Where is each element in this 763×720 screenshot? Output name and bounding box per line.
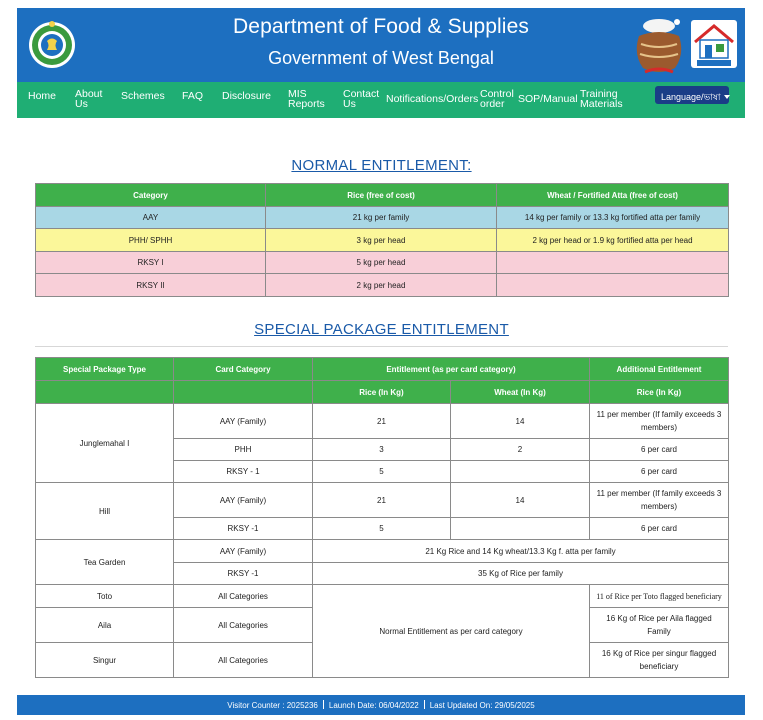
table-row: [36, 585, 729, 608]
table-row: [36, 404, 729, 439]
duare-ration-icon: [691, 20, 737, 68]
special-package-table: [35, 357, 729, 678]
additional-cell: 16 Kg of Rice per singur flagged beneficiary: [590, 643, 729, 678]
empty-header-cell: [36, 381, 174, 404]
card-category-cell: AAY (Family): [174, 540, 313, 563]
table-row: [36, 540, 729, 563]
rice-cell: 5 kg per head: [266, 252, 497, 274]
site-footer: [17, 695, 745, 715]
additional-cell: 6 per card: [590, 461, 729, 483]
additional-cell: 11 per member (If family exceeds 3 members): [590, 404, 729, 439]
card-category-cell: RKSY - 1: [174, 461, 313, 483]
rice-cell: 21 kg per family: [266, 207, 497, 229]
nav-faq[interactable]: FAQ: [182, 90, 204, 102]
normal-entitlement-table: [35, 183, 729, 297]
rice-cell: 21: [313, 404, 451, 439]
rice-cell: 5: [313, 461, 451, 483]
nav-notifications-orders[interactable]: Notifications/Orders: [386, 93, 479, 105]
khadya-sathi-pot-icon: [631, 14, 687, 78]
category-cell: RKSY II: [36, 274, 266, 297]
column-header: Category: [36, 184, 266, 207]
table-subheader-row: [36, 381, 729, 404]
column-header: Entitlement (as per card category): [313, 358, 590, 381]
wheat-cell: [497, 274, 729, 297]
additional-cell: 6 per card: [590, 518, 729, 540]
empty-header-cell: [174, 381, 313, 404]
category-cell: AAY: [36, 207, 266, 229]
package-name-cell: Aila: [36, 608, 174, 643]
package-name-cell: Hill: [36, 483, 174, 540]
wheat-cell: [497, 252, 729, 274]
card-category-cell: All Categories: [174, 608, 313, 643]
table-row: [36, 207, 729, 229]
wheat-cell: 14: [451, 404, 590, 439]
wheat-cell: 14 kg per family or 13.3 kg fortified atta per family: [497, 207, 729, 229]
site-subtitle: Government of West Bengal: [268, 48, 494, 68]
nav-contact-us[interactable]: Contact Us: [343, 88, 380, 110]
table-header-row: [36, 358, 729, 381]
entitlement-cell: 21 Kg Rice and 14 Kg wheat/13.3 Kg f. atta per family: [313, 540, 729, 563]
card-category-cell: AAY (Family): [174, 404, 313, 439]
category-cell: RKSY I: [36, 252, 266, 274]
package-name-cell: Junglemahal I: [36, 404, 174, 483]
card-category-cell: PHH: [174, 439, 313, 461]
site-title: Department of Food & Supplies: [233, 15, 529, 38]
caret-down-icon: [724, 95, 730, 99]
table-row: [36, 483, 729, 518]
site-header: [17, 8, 745, 82]
card-category-cell: All Categories: [174, 643, 313, 678]
nav-mis-reports[interactable]: MIS Reports: [288, 88, 325, 110]
column-header: Rice (In Kg): [313, 381, 451, 404]
package-name-cell: Singur: [36, 643, 174, 678]
section-divider: [35, 346, 728, 347]
rice-cell: 5: [313, 518, 451, 540]
column-header: Wheat (In Kg): [451, 381, 590, 404]
additional-cell: 6 per card: [590, 439, 729, 461]
main-nav: [17, 82, 745, 118]
nav-sop-manual[interactable]: SOP/Manual: [518, 93, 578, 105]
wheat-cell: 14: [451, 483, 590, 518]
rice-cell: 3: [313, 439, 451, 461]
last-updated: Last Updated On: 29/05/2025: [429, 701, 535, 710]
additional-cell: 16 Kg of Rice per Aila flagged Family: [590, 608, 729, 643]
card-category-cell: All Categories: [174, 585, 313, 608]
normal-entitlement-note-cell: Normal Entitlement as per card category: [313, 585, 590, 678]
table-header-row: [36, 184, 729, 207]
package-name-cell: Tea Garden: [36, 540, 174, 585]
column-header: Wheat / Fortified Atta (free of cost): [497, 184, 729, 207]
rice-cell: 2 kg per head: [266, 274, 497, 297]
normal-entitlement-heading: NORMAL ENTITLEMENT:: [291, 157, 472, 174]
category-cell: PHH/ SPHH: [36, 229, 266, 252]
wheat-cell: 2 kg per head or 1.9 kg fortified atta per head: [497, 229, 729, 252]
wheat-cell: [451, 461, 590, 483]
rice-cell: 3 kg per head: [266, 229, 497, 252]
footer-divider: [424, 700, 425, 709]
launch-date: Launch Date: 06/04/2022: [328, 701, 419, 710]
special-package-heading: SPECIAL PACKAGE ENTITLEMENT: [254, 321, 509, 338]
wheat-cell: [451, 518, 590, 540]
nav-disclosure[interactable]: Disclosure: [222, 90, 272, 102]
nav-control-order[interactable]: Control order: [480, 88, 514, 110]
nav-about-us[interactable]: About Us: [75, 88, 103, 110]
wheat-cell: 2: [451, 439, 590, 461]
additional-cell: 11 per member (If family exceeds 3 members): [590, 483, 729, 518]
visitor-counter: Visitor Counter : 2025236: [227, 701, 318, 710]
card-category-cell: RKSY -1: [174, 563, 313, 585]
card-category-cell: RKSY -1: [174, 518, 313, 540]
column-header: Rice (In Kg): [590, 381, 729, 404]
nav-schemes[interactable]: Schemes: [121, 90, 165, 102]
footer-divider: [323, 700, 324, 709]
column-header: Card Category: [174, 358, 313, 381]
nav-home[interactable]: Home: [28, 90, 57, 102]
package-name-cell: Toto: [36, 585, 174, 608]
rice-cell: 21: [313, 483, 451, 518]
column-header: Additional Entitlement: [590, 358, 729, 381]
table-row: [36, 229, 729, 252]
additional-cell: 11 of Rice per Toto flagged beneficiary: [590, 585, 729, 608]
nav-training-materials[interactable]: Training Materials: [580, 88, 623, 110]
table-row: [36, 274, 729, 297]
language-dropdown[interactable]: Language/ভাষা: [655, 86, 729, 104]
column-header: Rice (free of cost): [266, 184, 497, 207]
card-category-cell: AAY (Family): [174, 483, 313, 518]
table-row: [36, 252, 729, 274]
column-header: Special Package Type: [36, 358, 174, 381]
entitlement-cell: 35 Kg of Rice per family: [313, 563, 729, 585]
